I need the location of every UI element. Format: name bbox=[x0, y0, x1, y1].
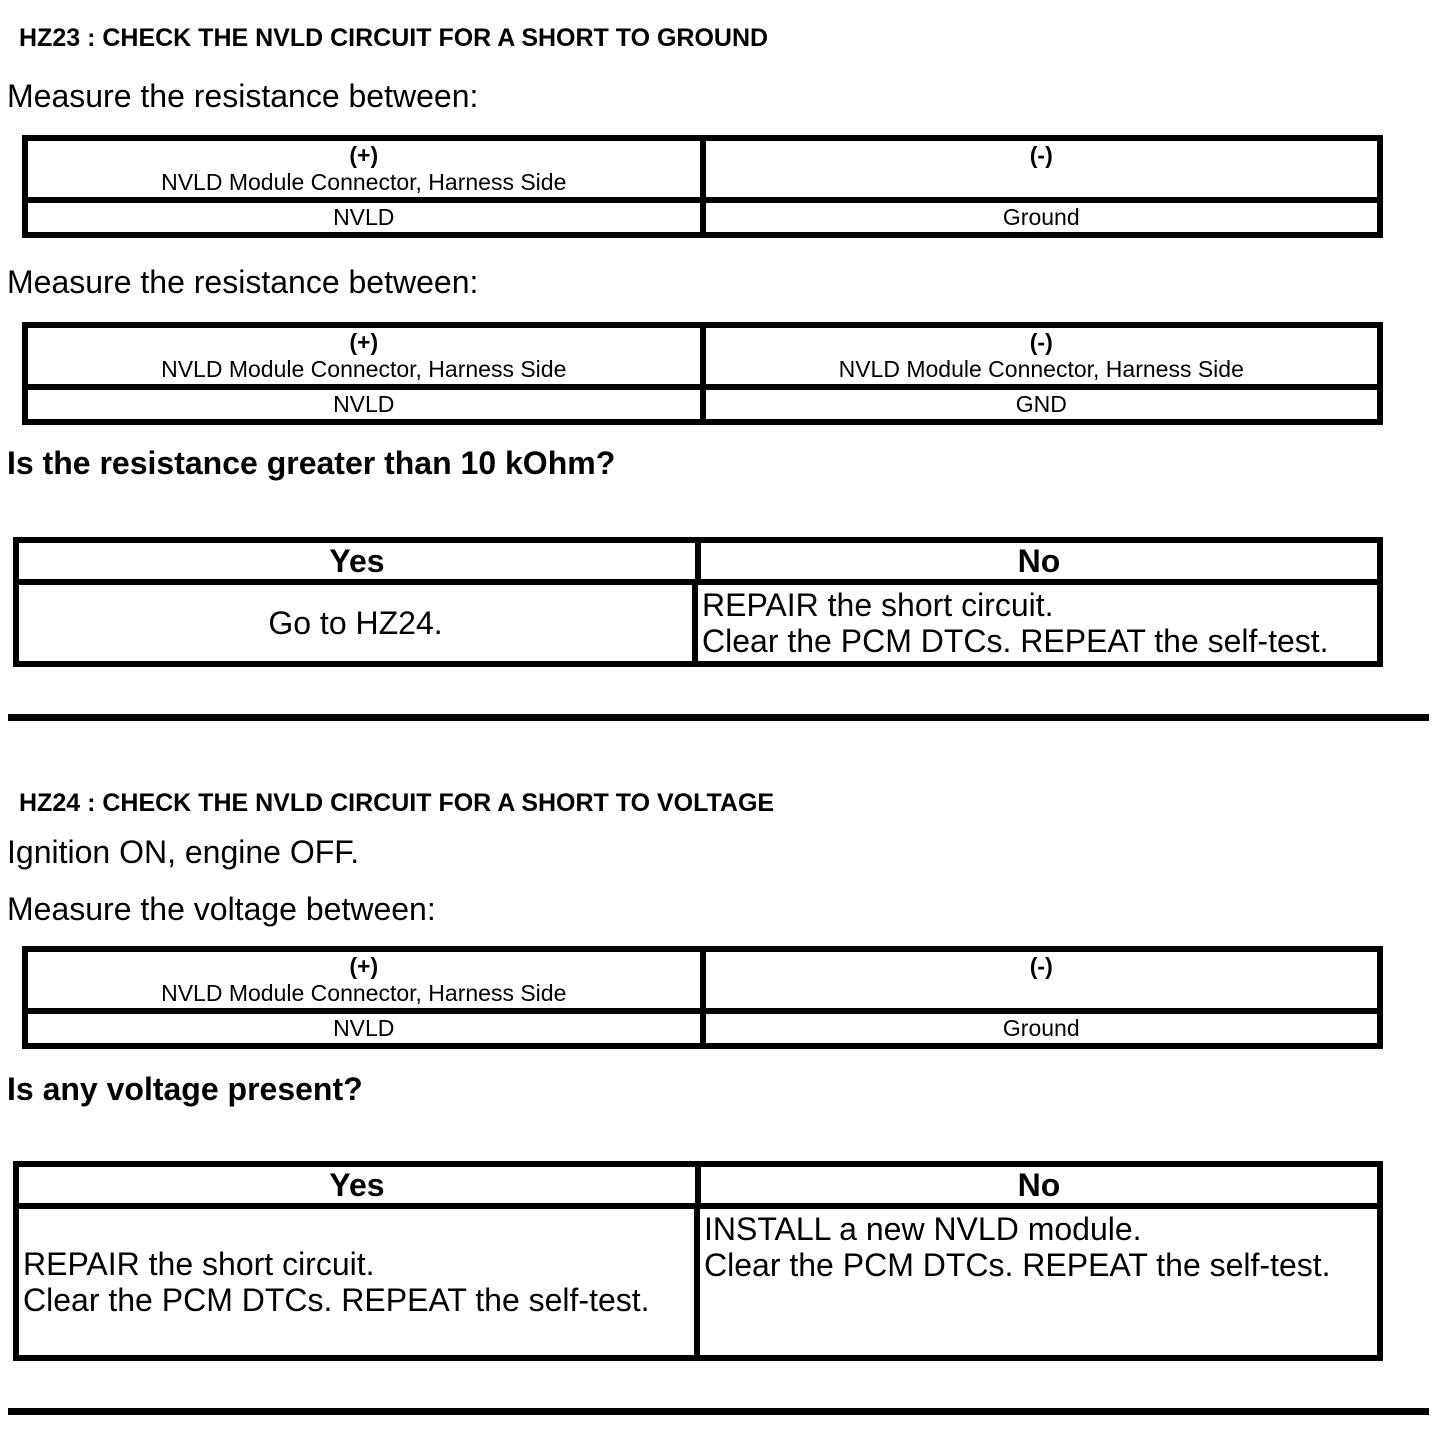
yes-action-line: REPAIR the short circuit. bbox=[23, 1246, 375, 1282]
measurement-table-1-value-row bbox=[28, 197, 1377, 232]
step-heading-hz24: HZ24 : CHECK THE NVLD CIRCUIT FOR A SHORT TO VOLTAGE bbox=[19, 789, 775, 817]
measurement-table-2-value-row bbox=[28, 384, 1377, 419]
test-condition: Ignition ON, engine OFF. bbox=[7, 834, 360, 870]
negative-header-cell bbox=[700, 141, 1378, 197]
decision-table-hz23 bbox=[13, 537, 1383, 667]
positive-header-cell bbox=[28, 952, 700, 1008]
positive-symbol: (+) bbox=[349, 953, 379, 979]
positive-pin-value: NVLD bbox=[333, 1015, 395, 1041]
yes-action-cell bbox=[19, 1209, 694, 1355]
page-bottom-divider bbox=[8, 1408, 1429, 1415]
measurement-table-2 bbox=[22, 322, 1383, 425]
positive-symbol: (+) bbox=[349, 329, 379, 355]
negative-connector-label: NVLD Module Connector, Harness Side bbox=[838, 356, 1244, 382]
no-action-line: INSTALL a new NVLD module. bbox=[704, 1211, 1142, 1247]
decision-body-row bbox=[19, 579, 1377, 661]
negative-pin-value: Ground bbox=[700, 203, 1378, 232]
positive-header-cell bbox=[28, 328, 700, 384]
positive-pin-value: NVLD bbox=[333, 391, 395, 417]
yes-header-cell: Yes bbox=[329, 1167, 385, 1203]
yes-action-line: Clear the PCM DTCs. REPEAT the self-test. bbox=[23, 1282, 650, 1318]
positive-header-cell bbox=[28, 141, 700, 197]
no-action-line: REPAIR the short circuit. bbox=[702, 587, 1054, 623]
no-action-line: Clear the PCM DTCs. REPEAT the self-test. bbox=[702, 623, 1329, 659]
positive-connector-label: NVLD Module Connector, Harness Side bbox=[161, 169, 567, 195]
measurement-table-2-header-row bbox=[28, 328, 1377, 384]
positive-connector-label: NVLD Module Connector, Harness Side bbox=[161, 980, 567, 1006]
step-heading-hz23: HZ23 : CHECK THE NVLD CIRCUIT FOR A SHORT TO GROUND bbox=[19, 24, 769, 52]
positive-connector-label: NVLD Module Connector, Harness Side bbox=[161, 356, 567, 382]
decision-table-hz24 bbox=[13, 1161, 1383, 1361]
question-voltage: Is any voltage present? bbox=[7, 1071, 363, 1107]
section-hz23 bbox=[0, 24, 1440, 667]
negative-pin-value: Ground bbox=[700, 1014, 1378, 1043]
measurement-table-3-header-row bbox=[28, 952, 1377, 1008]
section-divider bbox=[8, 714, 1429, 721]
negative-symbol: (-) bbox=[1029, 329, 1053, 355]
no-action-cell bbox=[692, 585, 1377, 661]
negative-header-cell bbox=[700, 328, 1378, 384]
instruction-measure-voltage: Measure the voltage between: bbox=[7, 891, 436, 927]
negative-symbol: (-) bbox=[1029, 142, 1053, 168]
measurement-table-3-value-row bbox=[28, 1008, 1377, 1043]
decision-header-row bbox=[19, 543, 1377, 579]
decision-header-row bbox=[19, 1167, 1377, 1203]
no-header-cell: No bbox=[695, 1167, 1377, 1203]
yes-header-cell: Yes bbox=[329, 543, 385, 579]
negative-pin-value: GND bbox=[700, 390, 1378, 419]
measurement-table-1 bbox=[22, 135, 1383, 238]
positive-pin-value: NVLD bbox=[333, 204, 395, 230]
negative-symbol: (-) bbox=[1029, 953, 1053, 979]
no-action-line: Clear the PCM DTCs. REPEAT the self-test. bbox=[704, 1247, 1331, 1283]
measurement-table-1-header-row bbox=[28, 141, 1377, 197]
no-action-cell bbox=[694, 1209, 1377, 1355]
decision-body-row bbox=[19, 1203, 1377, 1355]
question-resistance: Is the resistance greater than 10 kOhm? bbox=[7, 445, 616, 481]
measurement-table-3 bbox=[22, 946, 1383, 1049]
negative-header-cell bbox=[700, 952, 1378, 1008]
section-hz24 bbox=[0, 789, 1440, 1361]
instruction-measure-resistance-2: Measure the resistance between: bbox=[7, 264, 479, 300]
instruction-measure-resistance-1: Measure the resistance between: bbox=[7, 78, 479, 114]
yes-action-cell: Go to HZ24. bbox=[268, 605, 443, 641]
no-header-cell: No bbox=[695, 543, 1377, 579]
positive-symbol: (+) bbox=[349, 142, 379, 168]
